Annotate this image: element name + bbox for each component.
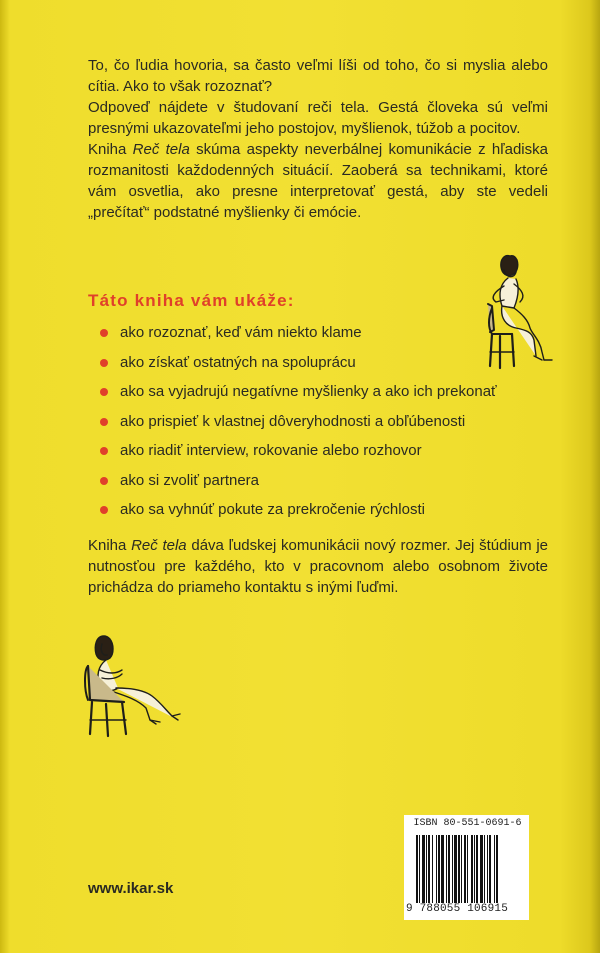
barcode-bar [464,835,466,903]
barcode-bar [419,835,420,903]
barcode-icon [416,835,524,903]
list-item-text: ako získať ostatných na spoluprácu [120,353,356,371]
barcode-bar [467,835,468,903]
barcode-bar [446,835,447,903]
closing-paragraph [88,535,548,598]
barcode-bar [496,835,498,903]
barcode-bar [416,835,418,903]
list-item [100,407,520,437]
book-title-italic: Reč tela [131,537,187,554]
intro-text [88,55,548,223]
barcode-bar [422,835,425,903]
barcode-bar [441,835,444,903]
list-item-text: ako prispieť k vlastnej dôveryhodnosti a obľúbenosti [120,412,466,430]
isbn-number: ISBN 80-551-0691-6 [413,818,522,829]
barcode-bar [428,835,430,903]
list-item-text: ako sa vyjadrujú negatívne myšlienky a ako ich prekonať [120,383,497,400]
barcode-bar [471,835,473,903]
barcode-bar [480,835,483,903]
bullet-dot-icon [100,388,108,396]
bullet-dot-icon [100,447,108,455]
list-heading: Táto kniha vám ukáže: [88,291,295,310]
barcode-bar [476,835,478,903]
barcode-bar [452,835,453,903]
intro-paragraph-1: To, čo ľudia hovoria, sa často veľmi líši od toho, čo si myslia alebo cítia. Ako to však rozoznať? [88,57,548,95]
list-item [100,436,520,466]
sitting-woman-illustration [80,630,185,740]
barcode-bar [461,835,462,903]
barcode-bar [474,835,475,903]
list-item-text: ako rozoznať, keď vám niekto klame [120,324,362,341]
intro-paragraph-3 [88,139,548,223]
list-item [100,377,520,407]
bullet-dot-icon [100,506,108,514]
list-item-text: ako si zvoliť partnera [120,471,260,489]
barcode-bar [438,835,440,903]
barcode-bar [458,835,460,903]
barcode-bar [454,835,457,903]
list-item [100,466,520,496]
barcode-bar [426,835,427,903]
list-item-text: ako riadiť interview, rokovanie alebo rozhovor [120,442,422,459]
intro-paragraph-2: Odpoveď nájdete v študovaní reči tela. Gestá človeka sú veľmi presnými ukazovateľmi jeho postojov, myšlienok, túžob a pocitov. [88,99,548,137]
barcode-bar [432,835,433,903]
intro-p3-after: skúma aspekty neverbálnej komunikácie z hľadiska rozmanitosti každodenných situácií. Zaoberá sa technikami, ktoré vám osvetlia, ako presne interpretovať gestá, aby ste vedeli „prečítať“ podstatné myšlienky či emócie. [88,141,548,221]
bullet-dot-icon [100,359,108,367]
benefits-list [100,318,520,525]
bullet-dot-icon [100,418,108,426]
barcode-bar [487,835,488,903]
barcode-bar [489,835,491,903]
barcode-bar [494,835,495,903]
bullet-dot-icon [100,329,108,337]
list-item [100,495,520,525]
barcode-digits: 9 788055 106915 [406,903,509,915]
barcode-bar [484,835,485,903]
book-title-italic: Reč tela [132,141,190,158]
list-item [100,348,520,378]
list-item [100,318,520,348]
intro-p3-before: Kniha [88,141,133,158]
closing-after: dáva ľudskej komunikácii nový rozmer. Jej štúdium je nutnosťou pre každého, kto v pracovnom alebo osobnom živote prichádza do priameho kontaktu s inými ľuďmi. [88,537,548,596]
list-item-text: ako sa vyhnúť pokute za prekročenie rýchlosti [120,501,425,518]
bullet-dot-icon [100,477,108,485]
publisher-website: www.ikar.sk [88,880,174,897]
closing-before: Kniha [88,537,132,554]
barcode-bar [436,835,437,903]
barcode-bar [448,835,450,903]
